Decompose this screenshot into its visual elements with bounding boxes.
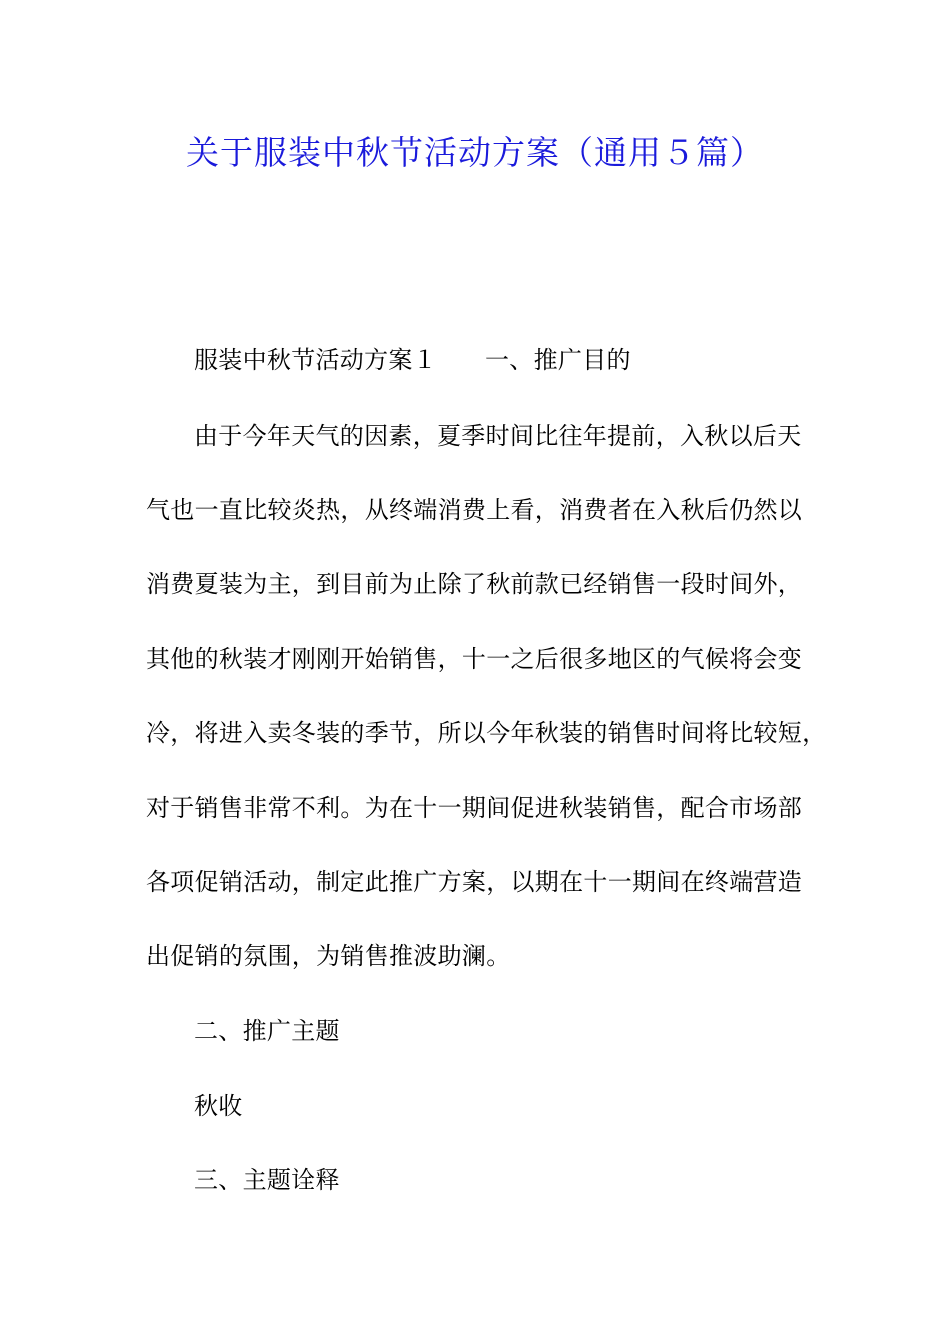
- paragraph-line: 对于销售非常不利。为在十一期间促进秋装销售，配合市场部: [146, 794, 803, 822]
- section-heading: 服装中秋节活动方案１: [194, 346, 437, 374]
- subheading-purpose: 一、推广目的: [485, 346, 631, 374]
- paragraph-line: 其他的秋装才刚刚开始销售，十一之后很多地区的气候将会变: [146, 645, 803, 673]
- subheading-interpretation: 三、主题诠释: [194, 1166, 340, 1194]
- paragraph-line: 出促销的氛围，为销售推波助澜。: [146, 942, 511, 970]
- paragraph-line: 气也一直比较炎热，从终端消费上看，消费者在入秋后仍然以: [146, 496, 803, 524]
- document-title: 关于服装中秋节活动方案（通用５篇）: [186, 133, 764, 172]
- subheading-theme: 二、推广主题: [194, 1017, 340, 1045]
- paragraph-line: 冷，将进入卖冬装的季节，所以今年秋装的销售时间将比较短，: [146, 719, 827, 747]
- paragraph-line: 由于今年天气的因素，夏季时间比往年提前，入秋以后天: [194, 422, 802, 450]
- theme-text: 秋收: [194, 1092, 243, 1120]
- paragraph-line: 各项促销活动，制定此推广方案，以期在十一期间在终端营造: [146, 868, 803, 896]
- section-heading-line: [194, 342, 631, 378]
- paragraph-line: 消费夏装为主，到目前为止除了秋前款已经销售一段时间外，: [146, 570, 803, 598]
